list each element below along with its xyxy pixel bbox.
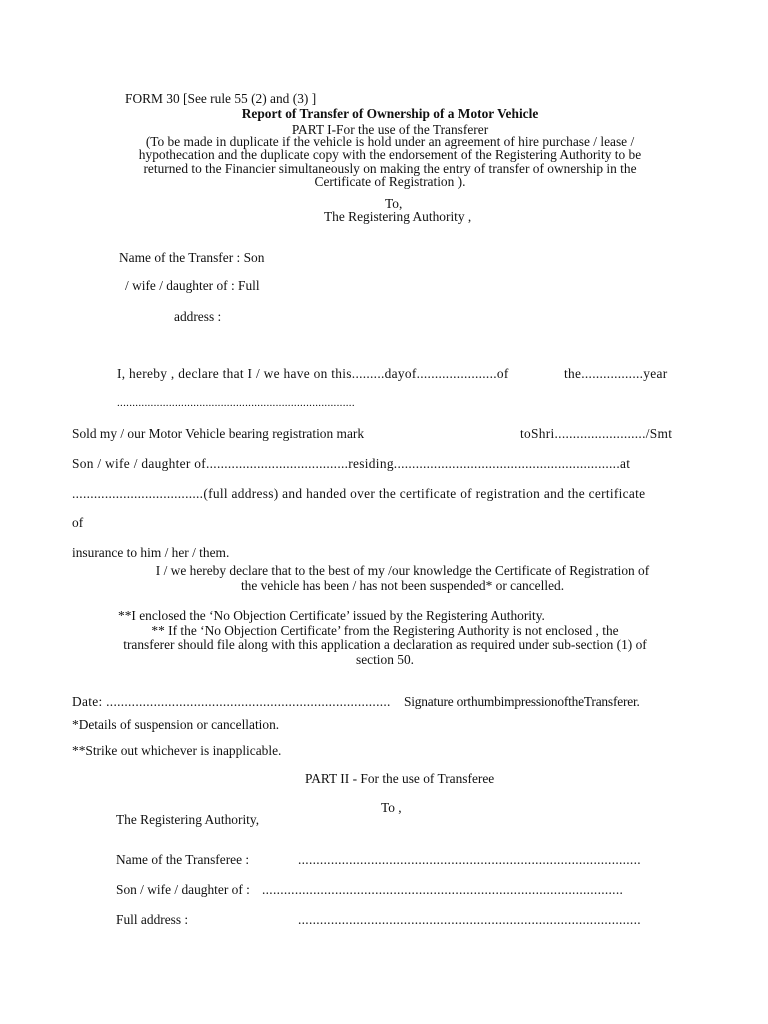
footnote-suspension: *Details of suspension or cancellation. <box>72 717 280 732</box>
transferer-address-label: address : <box>174 309 222 324</box>
duplicate-note-line: returned to the Financier simultaneously on making the entry of transfer of ownership in the <box>143 160 637 176</box>
footnote-strike-out: **Strike out whichever is inapplicable. <box>72 743 282 758</box>
form-title: Report of Transfer of Ownership of a Motor Vehicle <box>241 106 539 121</box>
signature-label: Signature orthumbimpressionoftheTransferer. <box>404 694 640 709</box>
to-label: To, <box>385 196 403 211</box>
insurance-line: insurance to him / her / them. <box>72 545 230 560</box>
part2-heading: PART II - For the use of Transferee <box>305 771 495 786</box>
transferer-relation-label: / wife / daughter of : Full <box>125 278 260 293</box>
transferee-relation-field: ................................................................................................... <box>262 882 624 897</box>
noc-line: transferer should file along with this application a declaration as required under sub-section (1) of <box>123 637 647 653</box>
part2-registering-authority: The Registering Authority, <box>116 812 260 827</box>
noc-not-enclosed <box>70 624 700 666</box>
form-number: FORM 30 [See rule 55 (2) and (3) ] <box>125 91 317 106</box>
noc-line: section 50. <box>355 651 414 667</box>
noc-enclosed: **I enclosed the ‘No Objection Certificate’ issued by the Registering Authority. <box>118 608 545 623</box>
registering-authority: The Registering Authority , <box>324 209 472 224</box>
duplicate-note-line: Certificate of Registration ). <box>314 174 466 190</box>
duplicate-note <box>80 135 700 189</box>
date-line: Date: .............................................................................. <box>72 694 391 709</box>
duplicate-note-line: (To be made in duplicate if the vehicle is hold under an agreement of hire purchase / lease / <box>145 134 635 149</box>
transferer-name-label: Name of the Transfer : Son <box>119 250 265 265</box>
part1-heading: PART I-For the use of the Transferer <box>291 122 489 137</box>
declaration-line: I, hereby , declare that I / we have on this.........dayof......................of <box>117 366 509 381</box>
transferee-relation-label: Son / wife / daughter of : <box>116 882 250 897</box>
buyer-relation-line: Son / wife / daughter of.......................................residing..............................................................at <box>72 456 631 471</box>
suspension-line: the vehicle has been / has not been suspended* or cancelled. <box>240 578 565 594</box>
of-word: of <box>72 515 84 530</box>
transferee-name-field: .............................................................................................. <box>298 852 641 867</box>
transferee-name-label: Name of the Transferee : <box>116 852 250 867</box>
sold-to-line: toShri........................./Smt <box>520 426 673 441</box>
declaration-year: the.................year <box>564 366 668 381</box>
transferee-address-label: Full address : <box>116 912 189 927</box>
suspension-line: I / we hereby declare that to the best of my /our knowledge the Certificate of Registration of <box>155 563 650 578</box>
transferee-address-field: .............................................................................................. <box>298 912 641 927</box>
sold-vehicle-line: Sold my / our Motor Vehicle bearing registration mark <box>72 426 365 441</box>
noc-line: ** If the ‘No Objection Certificate’ from the Registering Authority is not enclosed , the <box>151 623 619 638</box>
duplicate-note-line: hypothecation and the duplicate copy with the endorsement of the Registering Authority to be <box>138 147 642 163</box>
full-address-line: ....................................(full address) and handed over the certificate of registration and the certificate <box>72 486 646 501</box>
blank-dots-line: .............................................................................. <box>117 397 355 409</box>
suspension-declaration <box>80 564 725 593</box>
part2-to-label: To , <box>381 800 402 815</box>
